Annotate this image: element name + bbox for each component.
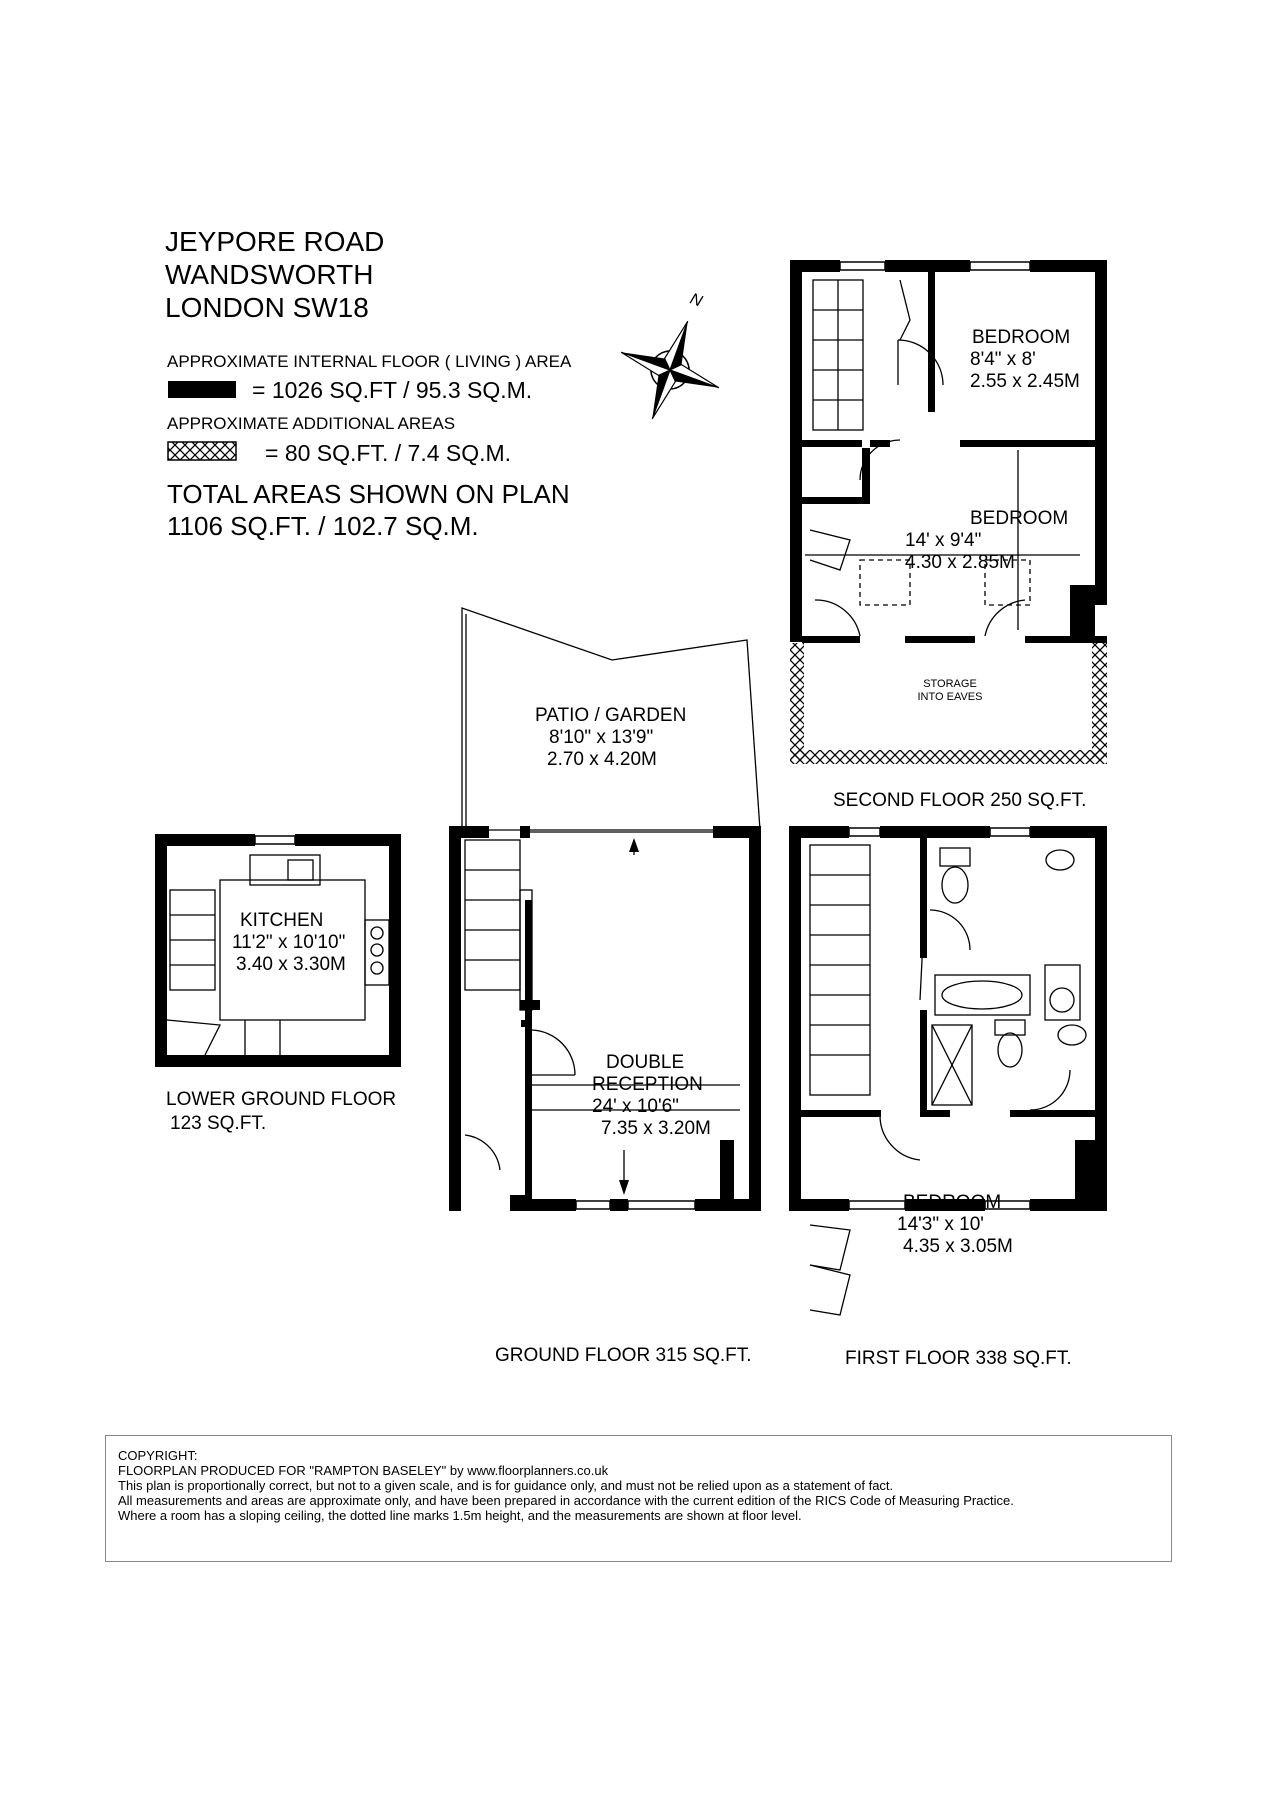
room-imperial: 14' x 9'4"	[905, 530, 982, 551]
copyright-line2: This plan is proportionally correct, but not to a given scale, and is for guidance only, and must not be relied upon as a statement of fact.	[118, 1478, 894, 1493]
address-line1: JEYPORE ROAD	[165, 226, 385, 257]
room-metric: 2.55 x 2.45M	[970, 371, 1080, 392]
room-kitchen	[232, 910, 346, 976]
room-name: BEDROOM	[972, 327, 1071, 348]
additional-area-value: = 80 SQ.FT. / 7.4 SQ.M.	[265, 440, 512, 466]
total-areas-line2: 1106 SQ.FT. / 102.7 SQ.M.	[167, 511, 479, 541]
address-line2: WANDSWORTH	[165, 259, 374, 290]
room-metric: 3.40 x 3.30M	[236, 954, 346, 975]
room-metric: 7.35 x 3.20M	[601, 1118, 711, 1139]
room-name: PATIO / GARDEN	[535, 705, 687, 726]
room-bedroom-second	[905, 508, 1068, 574]
internal-area-heading: APPROXIMATE INTERNAL FLOOR ( LIVING ) AREA	[167, 352, 572, 371]
internal-area-swatch	[168, 381, 236, 398]
storage-line1: STORAGE	[923, 678, 977, 690]
internal-area-value: = 1026 SQ.FT / 95.3 SQ.M.	[252, 377, 533, 403]
lower-ground-line1: LOWER GROUND FLOOR	[166, 1089, 397, 1110]
address-line3: LONDON SW18	[165, 292, 369, 323]
room-imperial: 24' x 10'6"	[592, 1096, 679, 1117]
room-bedroom-top	[970, 327, 1080, 393]
room-metric: 2.70 x 4.20M	[547, 749, 657, 770]
total-areas-line1: TOTAL AREAS SHOWN ON PLAN	[167, 479, 570, 509]
total-areas	[167, 478, 570, 542]
room-name: KITCHEN	[240, 910, 324, 931]
copyright-heading: COPYRIGHT:	[118, 1448, 198, 1463]
lower-ground-floor-label	[166, 1088, 396, 1136]
room-patio	[535, 705, 686, 771]
room-double-reception	[592, 1052, 711, 1140]
room-name: BEDROOM	[903, 1192, 1002, 1213]
second-floor-label: SECOND FLOOR 250 SQ.FT.	[833, 790, 1087, 811]
additional-area-heading: APPROXIMATE ADDITIONAL AREAS	[167, 414, 456, 433]
copyright-box	[105, 1435, 1172, 1562]
additional-area-swatch	[168, 442, 236, 460]
room-metric: 4.35 x 3.05M	[903, 1236, 1013, 1257]
copyright-line4: Where a room has a sloping ceiling, the dotted line marks 1.5m height, and the measurements are shown at floor level.	[118, 1508, 802, 1523]
lower-ground-line2: 123 SQ.FT.	[170, 1113, 267, 1134]
room-metric: 4.30 x 2.85M	[905, 552, 1015, 573]
first-floor-label: FIRST FLOOR 338 SQ.FT.	[845, 1348, 1072, 1369]
room-imperial: 8'10" x 13'9"	[549, 727, 654, 748]
room-name-line2: RECEPTION	[592, 1074, 703, 1095]
room-name-line1: DOUBLE	[606, 1052, 685, 1073]
ground-floor-plan	[449, 826, 761, 1211]
compass-icon	[603, 303, 736, 436]
storage-line2: INTO EAVES	[917, 691, 983, 703]
ground-floor-label: GROUND FLOOR 315 SQ.FT.	[495, 1345, 752, 1366]
room-imperial: 8'4" x 8'	[970, 349, 1036, 370]
address-block	[165, 225, 384, 324]
room-bedroom-first	[897, 1192, 1013, 1258]
room-storage	[890, 678, 1010, 704]
compass-north-label: N	[687, 290, 705, 311]
copyright-line3: All measurements and areas are approximate only, and have been prepared in accordance with the current edition of the RICS Code of Measuring Practice.	[118, 1493, 1014, 1508]
copyright-line1: FLOORPLAN PRODUCED FOR "RAMPTON BASELEY" by www.floorplanners.co.uk	[118, 1463, 609, 1478]
room-imperial: 14'3" x 10'	[897, 1214, 984, 1235]
room-imperial: 11'2" x 10'10"	[232, 932, 346, 953]
room-name: BEDROOM	[970, 508, 1069, 529]
